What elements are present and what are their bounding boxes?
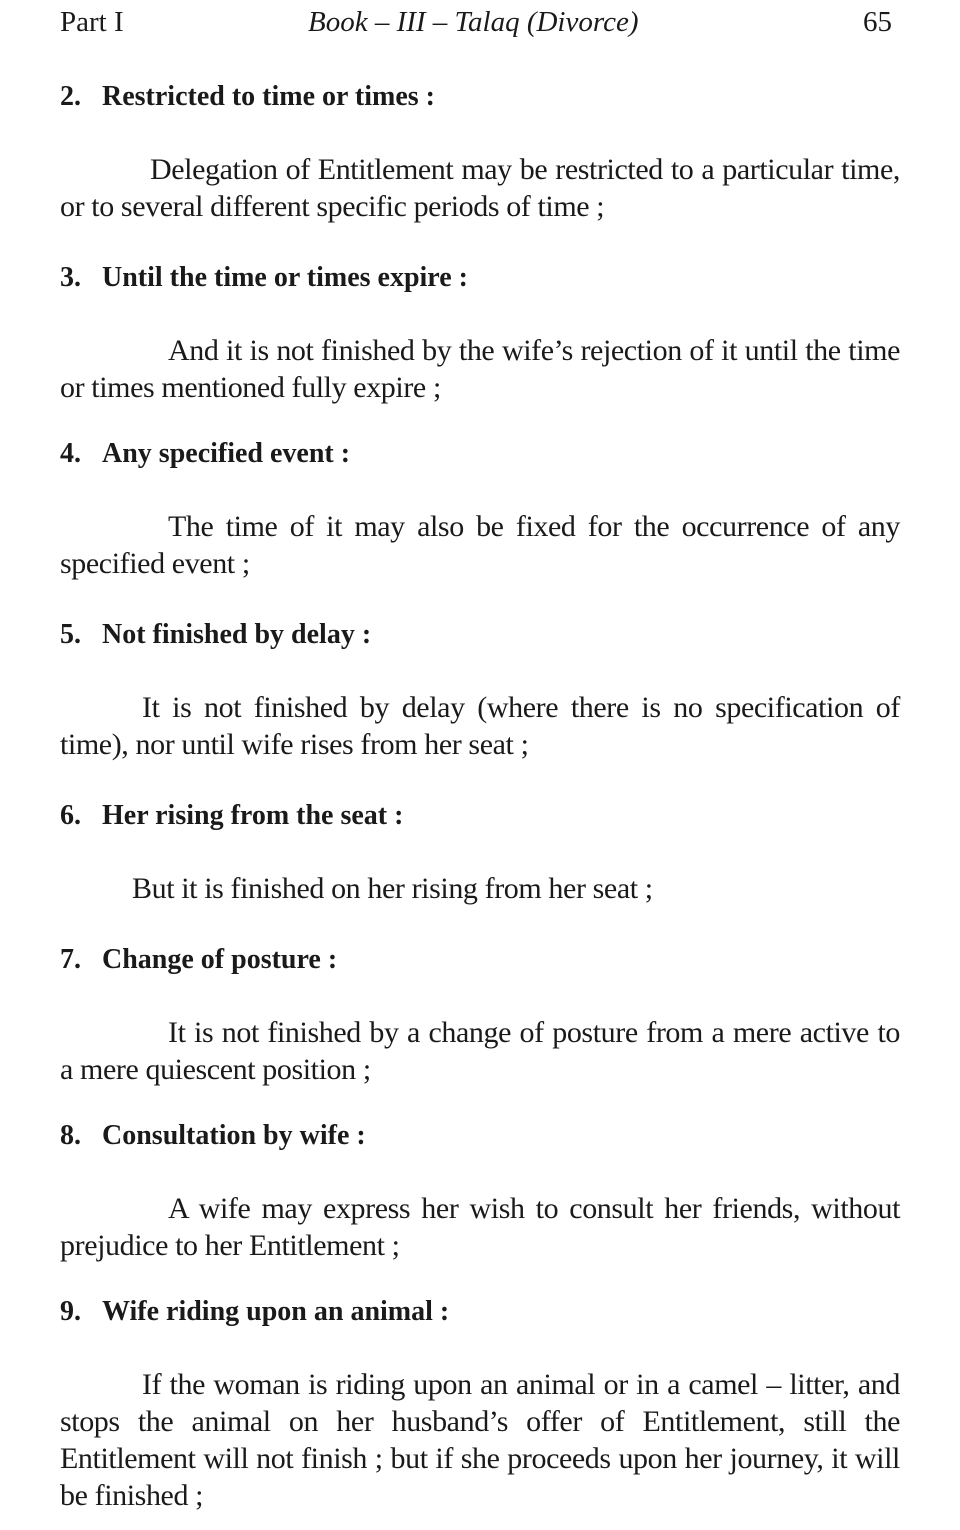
section-9 <box>60 1294 900 1514</box>
section-title: Her rising from the seat : <box>102 800 404 831</box>
section-7 <box>60 942 900 1088</box>
section-heading <box>60 617 900 653</box>
section-number: 2. <box>60 81 81 112</box>
section-number: 4. <box>60 438 81 469</box>
section-title: Restricted to time or times : <box>102 81 436 112</box>
section-2 <box>60 79 900 225</box>
running-header <box>60 0 900 50</box>
section-paragraph: The time of it may also be fixed for the occurrence of any specified event ; <box>60 510 900 580</box>
section-heading <box>60 79 900 115</box>
section-title: Consultation by wife : <box>102 1120 366 1151</box>
section-title: Wife riding upon an animal : <box>102 1296 450 1327</box>
section-number: 6. <box>60 800 81 831</box>
section-6 <box>60 798 900 907</box>
section-paragraph: But it is finished on her rising from her seat ; <box>132 872 653 905</box>
section-heading <box>60 798 900 834</box>
section-heading <box>60 1118 900 1154</box>
section-heading <box>60 260 900 296</box>
section-number: 8. <box>60 1120 81 1151</box>
section-title: Change of posture : <box>102 944 338 975</box>
book-page <box>60 0 900 1530</box>
section-number: 9. <box>60 1296 81 1327</box>
section-title: Not finished by delay : <box>102 619 372 650</box>
section-title: Any specified event : <box>102 438 351 469</box>
section-paragraph: It is not finished by delay (where there is no specification of time), nor until wife rises from her seat ; <box>60 691 900 761</box>
section-heading <box>60 942 900 978</box>
section-number: 5. <box>60 619 81 650</box>
section-number: 7. <box>60 944 81 975</box>
section-8 <box>60 1118 900 1264</box>
section-heading <box>60 1294 900 1330</box>
book-title: Book – III – Talaq (Divorce) <box>308 6 639 38</box>
section-paragraph: Delegation of Entitlement may be restricted to a particular time, or to several different specific periods of time ; <box>60 153 900 223</box>
section-5 <box>60 617 900 763</box>
section-paragraph: If the woman is riding upon an animal or in a camel – litter, and stops the animal on her husband’s offer of Entitlement, still the Entitlement will not finish ; but if she proceeds upon her journey, it will be finished ; <box>60 1368 900 1512</box>
section-heading <box>60 436 900 472</box>
section-4 <box>60 436 900 582</box>
section-paragraph: And it is not finished by the wife’s rejection of it until the time or times mentioned fully expire ; <box>60 334 900 404</box>
section-title: Until the time or times expire : <box>102 262 468 293</box>
section-3 <box>60 260 900 406</box>
page-number: 65 <box>863 6 892 38</box>
section-number: 3. <box>60 262 81 293</box>
section-paragraph: It is not finished by a change of posture from a mere active to a mere quiescent position ; <box>60 1016 900 1086</box>
part-label: Part I <box>60 6 124 38</box>
section-paragraph: A wife may express her wish to consult her friends, without prejudice to her Entitlement ; <box>60 1192 900 1262</box>
